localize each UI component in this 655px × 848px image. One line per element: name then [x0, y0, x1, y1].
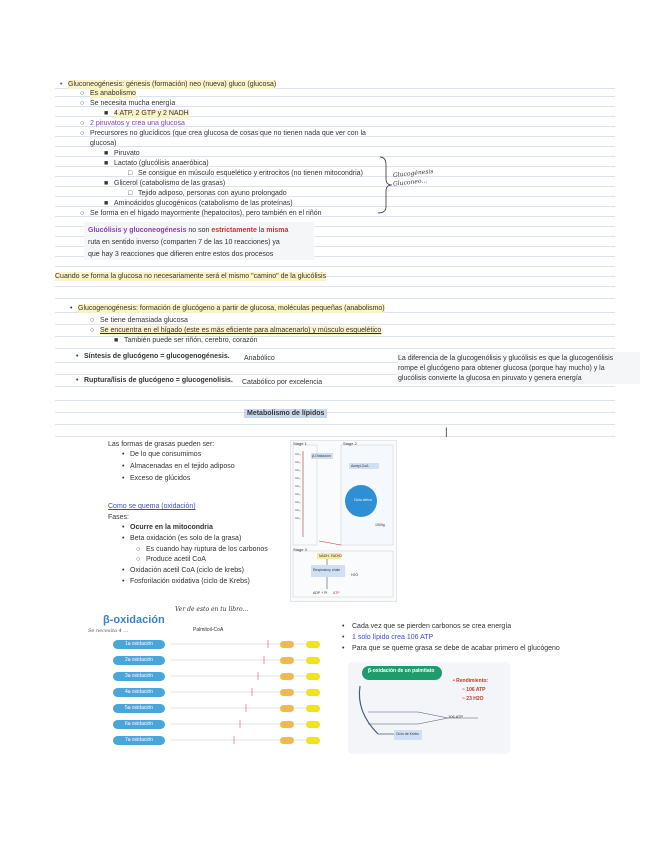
almacen-text: Se tiene demasiada glucosa	[100, 317, 188, 324]
product-tag	[306, 737, 320, 744]
metabolism-stages-figure	[290, 440, 397, 602]
figure-value-label: 1000g	[375, 523, 385, 527]
beta-title: β-oxidación	[103, 614, 165, 626]
palmitate-atp-label: 106 ATP	[448, 714, 464, 719]
catabolico-text: Catabólico por excelencia	[242, 379, 323, 386]
diferencia-line-1: La diferencia de la glucogenólisis y glucólisis es que la glucogenólisis	[398, 355, 614, 362]
otros-text: También puede ser riñón, cerebro, corazón	[124, 337, 258, 344]
bullet-marker: ■	[104, 200, 109, 207]
bullet-marker: •	[122, 475, 125, 482]
product-tag	[306, 657, 320, 664]
svg-text:CH₂: CH₂	[295, 452, 301, 456]
rendimiento-atp: ~ 106 ATP	[462, 687, 486, 693]
svg-text:CH₂: CH₂	[295, 508, 301, 512]
beta-figure	[108, 634, 336, 752]
bullet-marker: •	[342, 645, 345, 652]
palmitate-box	[348, 662, 510, 754]
bullet-marker: •	[70, 305, 73, 312]
hepatico-text: Se encuentra en el hígado (este es más eficiente para almacenarlo) y músculo esquelético	[100, 327, 382, 334]
oxidation-step-1: 1a oxidación	[113, 640, 165, 649]
precursores-text: Precursores no glucídicos (que crea glucosa de cosas que no tienen nada que ver con la	[90, 130, 366, 137]
product-tag	[306, 673, 320, 680]
diferencia-line-3: glucólisis convierte la glucosa en piruvato y genera energía	[398, 375, 582, 382]
figure-nadh-label: NADH, FADH2	[319, 554, 343, 558]
product-tag	[280, 641, 294, 648]
bullet-marker: •	[122, 578, 125, 585]
bullet-marker: •	[122, 463, 125, 470]
formas-text: Las formas de grasas pueden ser:	[108, 441, 215, 448]
figure-adp-label: ADP + Pi	[313, 591, 328, 595]
bullet-marker: •	[76, 353, 79, 360]
bullet-marker: ○	[136, 546, 141, 553]
reverse-line-3: que hay 3 reacciones que difieren entre estos dos procesos	[88, 251, 274, 258]
piruvato-text: Piruvato	[114, 150, 140, 157]
glicerol-sub-text: Tejido adiposo, personas con ayuno prolongado	[138, 190, 287, 197]
product-tag	[280, 705, 294, 712]
higado-text: Se forma en el hígado mayormente (hepatocitos), pero también en el riñón	[90, 210, 322, 217]
handwritten-note-2: Gluconeo...	[392, 177, 428, 188]
rendimiento-h2o: ~ 23 H2O	[462, 696, 484, 702]
bullet-marker: ○	[136, 556, 141, 563]
bullet-marker: •	[342, 623, 345, 630]
bullet-marker: ○	[80, 90, 85, 97]
oxidation-step-7: 7a oxidación	[113, 736, 165, 745]
bullet-marker: ■	[114, 337, 119, 344]
svg-text:CH₂: CH₂	[295, 516, 301, 520]
ruptura-carbonos-text: Es cuando hay ruptura de los carbonos	[146, 546, 268, 553]
bullet-marker: ○	[90, 317, 95, 324]
lipidos-heading: Metabolismo de lípidos	[244, 409, 327, 418]
beta-bullet-2: 1 solo lípido crea 106 ATP	[352, 634, 434, 641]
product-tag	[280, 689, 294, 696]
palmitate-box-title: β-oxidación de un palmitato	[368, 668, 435, 674]
atp-text: 4 ATP, 2 GTP y 2 NADH	[114, 110, 189, 117]
bullet-marker: ■	[104, 180, 109, 187]
figure-chain-label: Respiratory chain	[313, 568, 341, 572]
fosforil-text: Fosforilación oxidativa (ciclo de Krebs)	[130, 578, 250, 585]
bullet-marker: •	[122, 451, 125, 458]
piruvatos-text: 2 piruvatos y crea una glucosa	[90, 120, 185, 127]
oxidation-step-6: 6a oxidación	[113, 720, 165, 729]
energia-text: Se necesita mucha energía	[90, 100, 176, 107]
glicerol-text: Glicerol (catabolismo de las grasas)	[114, 180, 226, 187]
figure-cycle-label: Ciclo citrico	[354, 498, 372, 502]
quema-title: Como se quema (oxidación)	[108, 503, 196, 510]
palmitoil-label: Palmitoil-CoA	[193, 627, 224, 633]
bullet-marker: •	[76, 377, 79, 384]
note-forma: Cuando se forma la glucosa no necesariamente será el mismo "camino" de la glucólisis	[55, 273, 327, 280]
adiposo-text: Almacenadas en el tejido adiposo	[130, 463, 235, 470]
lactato-sub-text: Se consigue en músculo esquelético y eritrocitos (no tienen mitocondria)	[138, 170, 363, 177]
stages-diagram	[291, 441, 396, 601]
glucidos-text: Exceso de glúcidos	[130, 475, 191, 482]
product-tag	[280, 673, 294, 680]
product-tag	[280, 737, 294, 744]
precursores-text-cont: glucosa)	[90, 140, 117, 147]
oxidation-step-5: 5a oxidación	[113, 704, 165, 713]
bullet-marker: •	[122, 567, 125, 574]
product-tag	[306, 705, 320, 712]
bullet-marker: ○	[90, 327, 95, 334]
palmitate-flow-diagram	[348, 662, 510, 754]
fases-text: Fases:	[108, 514, 130, 521]
sintesis-text: Síntesis de glucógeno = glucogenogénesis.	[84, 353, 230, 360]
lactato-text: Lactato (glucólisis anaeróbica)	[114, 160, 209, 167]
anabolico-text: Anabólico	[244, 355, 275, 362]
svg-text:CH₂: CH₂	[295, 500, 301, 504]
beta-bullet-1: Cada vez que se pierden carbonos se crea energía	[352, 623, 512, 630]
figure-oxidacion-label: β-Oxidación	[312, 454, 331, 458]
oxidation-step-2: 2a oxidación	[113, 656, 165, 665]
beta-hand-note: Se necesita 4 ...	[88, 628, 129, 634]
mitocondria-text: Ocurre en la mitocondria	[130, 524, 213, 531]
bullet-marker: ■	[104, 160, 109, 167]
svg-text:CH₂: CH₂	[295, 484, 301, 488]
bullet-marker: ○	[80, 100, 85, 107]
bullet-marker: ■	[104, 150, 109, 157]
figure-acetyl-label: Acetyl-CoA	[351, 464, 369, 468]
glucogeno-title: Glucogenogénesis: formación de glucógeno a partir de glucosa, moléculas pequeñas (anabolismo)	[78, 305, 385, 312]
stage3-label: Stage 3	[293, 547, 307, 552]
bullet-marker: ■	[104, 110, 109, 117]
product-tag	[306, 721, 320, 728]
palmitate-krebs-label: Ciclo de Krebs	[396, 732, 419, 736]
gluconeo-title: Gluconeogénesis: génesis (formación) neo (nueva) gluco (glucosa)	[68, 81, 277, 88]
handwritten-line: Ver de esto en tu libro...	[175, 606, 249, 613]
svg-text:CH₂: CH₂	[295, 492, 301, 496]
text-cursor: |	[445, 427, 448, 438]
bullet-marker: •	[342, 634, 345, 641]
oxidation-step-3: 3a oxidación	[113, 672, 165, 681]
oxid-acetil-text: Oxidación acetil CoA (ciclo de krebs)	[130, 567, 244, 574]
oxidation-step-4: 4a oxidación	[113, 688, 165, 697]
aminoacidos-text: Aminoácidos glucogénicos (catabolismo de las proteínas)	[114, 200, 293, 207]
figure-atp-label: ATP	[333, 591, 340, 595]
bullet-marker: □	[128, 190, 133, 197]
figure-h2o-label: H2O	[351, 573, 359, 577]
bullet-marker: •	[122, 535, 125, 542]
reverse-line-1: Glucólisis y gluconeogénesis no son estrictamente la misma	[88, 227, 289, 234]
product-tag	[306, 641, 320, 648]
rendimiento-label: • Rendimiento:	[453, 678, 489, 684]
product-tag	[280, 721, 294, 728]
handwritten-note-1: Glucogénesis	[392, 167, 434, 180]
acetil-text: Produce acetil CoA	[146, 556, 206, 563]
bullet-marker: ○	[80, 120, 85, 127]
svg-text:CH₂: CH₂	[295, 476, 301, 480]
bullet-marker: ○	[80, 130, 85, 137]
svg-text:CH₂: CH₂	[295, 460, 301, 464]
svg-text:CH₂: CH₂	[295, 468, 301, 472]
bullet-marker: □	[128, 170, 133, 177]
diferencia-line-2: rompe el glucógeno para obtener glucosa (porque hay mucho) y la	[398, 365, 605, 372]
beta-bullet-3: Para que se queme grasa se debe de acabar primero el glucógeno	[352, 645, 560, 652]
stage1-label: Stage 1	[293, 441, 307, 446]
stage2-label: Stage 2	[343, 441, 357, 446]
bullet-marker: •	[60, 81, 63, 88]
bullet-marker: ○	[80, 210, 85, 217]
anabolismo-text: Es anabolismo	[90, 90, 136, 97]
product-tag	[306, 689, 320, 696]
product-tag	[280, 657, 294, 664]
beta-text: Beta oxidación (es solo de la grasa)	[130, 535, 242, 542]
reverse-line-2: ruta en sentido inverso (comparten 7 de las 10 reacciones) ya	[88, 239, 280, 246]
ruptura-text: Ruptura/lisis de glucógeno = glucogenolisis.	[84, 377, 233, 384]
consumimos-text: De lo que consumimos	[130, 451, 202, 458]
bullet-marker: •	[122, 524, 125, 531]
